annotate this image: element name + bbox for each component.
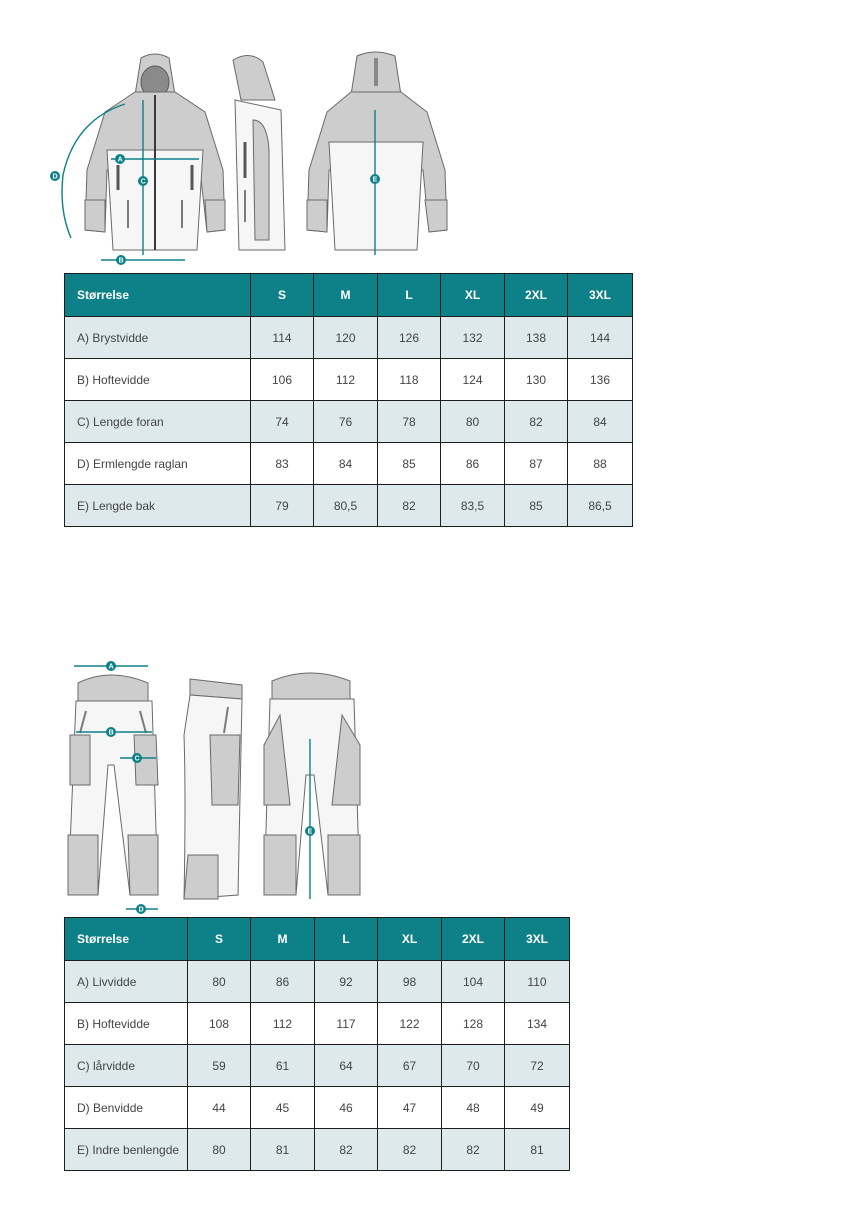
table-cell: 61 <box>251 1045 315 1087</box>
size-l-header: L <box>315 918 378 961</box>
row-label: B) Hoftevidde <box>65 359 251 401</box>
table-cell: 114 <box>251 317 314 359</box>
table-cell: 87 <box>505 443 568 485</box>
table-cell: 82 <box>315 1129 378 1171</box>
table-cell: 46 <box>315 1087 378 1129</box>
size-xl-header: XL <box>378 918 442 961</box>
jacket-back-view <box>307 52 447 255</box>
pants-side-view <box>184 679 242 899</box>
marker-c <box>138 176 148 186</box>
table-cell: 72 <box>505 1045 570 1087</box>
svg-text:C: C <box>140 178 146 186</box>
table-cell: 80 <box>188 1129 251 1171</box>
table-header-row <box>65 274 633 317</box>
table-cell: 80 <box>441 401 505 443</box>
marker-c <box>132 753 142 763</box>
table-cell: 83 <box>251 443 314 485</box>
table-row <box>65 1129 570 1171</box>
table-cell: 84 <box>568 401 633 443</box>
svg-text:A: A <box>108 663 114 671</box>
table-cell: 112 <box>314 359 378 401</box>
table-cell: 86,5 <box>568 485 633 527</box>
table-cell: 128 <box>442 1003 505 1045</box>
row-label: C) Lengde foran <box>65 401 251 443</box>
table-cell: 70 <box>442 1045 505 1087</box>
pants-size-table <box>64 917 570 1171</box>
table-cell: 85 <box>505 485 568 527</box>
table-cell: 138 <box>505 317 568 359</box>
table-cell: 108 <box>188 1003 251 1045</box>
table-cell: 81 <box>251 1129 315 1171</box>
jacket-side-view <box>233 55 285 250</box>
row-label: E) Lengde bak <box>65 485 251 527</box>
table-cell: 122 <box>378 1003 442 1045</box>
table-cell: 134 <box>505 1003 570 1045</box>
table-row <box>65 401 633 443</box>
size-m-header: M <box>314 274 378 317</box>
table-cell: 83,5 <box>441 485 505 527</box>
row-label: A) Livvidde <box>65 961 188 1003</box>
table-row <box>65 961 570 1003</box>
table-cell: 80,5 <box>314 485 378 527</box>
table-cell: 144 <box>568 317 633 359</box>
row-label: D) Benvidde <box>65 1087 188 1129</box>
size-s-header: S <box>251 274 314 317</box>
table-cell: 112 <box>251 1003 315 1045</box>
table-cell: 117 <box>315 1003 378 1045</box>
table-row <box>65 359 633 401</box>
table-cell: 136 <box>568 359 633 401</box>
marker-b <box>106 727 116 737</box>
marker-e <box>305 826 315 836</box>
table-cell: 86 <box>441 443 505 485</box>
table-cell: 120 <box>314 317 378 359</box>
table-cell: 98 <box>378 961 442 1003</box>
table-row <box>65 1087 570 1129</box>
table-row <box>65 485 633 527</box>
table-cell: 85 <box>378 443 441 485</box>
table-cell: 104 <box>442 961 505 1003</box>
table-row <box>65 443 633 485</box>
size-3xl-header: 3XL <box>505 918 570 961</box>
svg-text:A: A <box>117 156 123 164</box>
table-cell: 82 <box>505 401 568 443</box>
row-label: B) Hoftevidde <box>65 1003 188 1045</box>
table-cell: 82 <box>378 485 441 527</box>
table-cell: 59 <box>188 1045 251 1087</box>
marker-e <box>370 174 380 184</box>
table-cell: 79 <box>251 485 314 527</box>
table-cell: 88 <box>568 443 633 485</box>
table-cell: 49 <box>505 1087 570 1129</box>
table-header-row <box>65 918 570 961</box>
table-row <box>65 1045 570 1087</box>
table-cell: 76 <box>314 401 378 443</box>
jacket-front-view <box>50 54 225 265</box>
table-cell: 81 <box>505 1129 570 1171</box>
svg-text:D: D <box>52 173 58 181</box>
size-s-header: S <box>188 918 251 961</box>
size-header: Størrelse <box>65 274 251 317</box>
size-l-header: L <box>378 274 441 317</box>
size-xl-header: XL <box>441 274 505 317</box>
table-cell: 86 <box>251 961 315 1003</box>
row-label: D) Ermlengde raglan <box>65 443 251 485</box>
size-3xl-header: 3XL <box>568 274 633 317</box>
row-label: A) Brystvidde <box>65 317 251 359</box>
table-cell: 126 <box>378 317 441 359</box>
table-cell: 78 <box>378 401 441 443</box>
row-label: E) Indre benlengde <box>65 1129 188 1171</box>
table-cell: 84 <box>314 443 378 485</box>
table-cell: 67 <box>378 1045 442 1087</box>
svg-text:B: B <box>118 257 124 265</box>
marker-a <box>115 154 125 164</box>
pants-front-view <box>68 661 158 914</box>
marker-d <box>136 904 146 914</box>
table-cell: 130 <box>505 359 568 401</box>
svg-text:E: E <box>372 176 378 184</box>
table-cell: 64 <box>315 1045 378 1087</box>
pants-illustration <box>60 655 380 917</box>
table-cell: 92 <box>315 961 378 1003</box>
size-2xl-header: 2XL <box>442 918 505 961</box>
marker-a <box>106 661 116 671</box>
table-cell: 124 <box>441 359 505 401</box>
table-cell: 106 <box>251 359 314 401</box>
table-cell: 48 <box>442 1087 505 1129</box>
jacket-illustration <box>45 50 465 272</box>
size-2xl-header: 2XL <box>505 274 568 317</box>
size-header: Størrelse <box>65 918 188 961</box>
row-label: C) lårvidde <box>65 1045 188 1087</box>
svg-text:C: C <box>134 755 140 763</box>
marker-d <box>50 171 60 181</box>
table-row <box>65 1003 570 1045</box>
table-row <box>65 317 633 359</box>
table-cell: 82 <box>442 1129 505 1171</box>
table-cell: 132 <box>441 317 505 359</box>
pants-back-view <box>264 673 360 899</box>
table-cell: 82 <box>378 1129 442 1171</box>
table-cell: 118 <box>378 359 441 401</box>
table-cell: 47 <box>378 1087 442 1129</box>
svg-text:B: B <box>108 729 114 737</box>
svg-text:E: E <box>307 828 313 836</box>
table-cell: 110 <box>505 961 570 1003</box>
svg-text:D: D <box>138 906 144 914</box>
table-cell: 45 <box>251 1087 315 1129</box>
marker-b <box>116 255 126 265</box>
table-cell: 44 <box>188 1087 251 1129</box>
table-cell: 74 <box>251 401 314 443</box>
size-m-header: M <box>251 918 315 961</box>
jacket-size-table <box>64 273 633 527</box>
table-cell: 80 <box>188 961 251 1003</box>
